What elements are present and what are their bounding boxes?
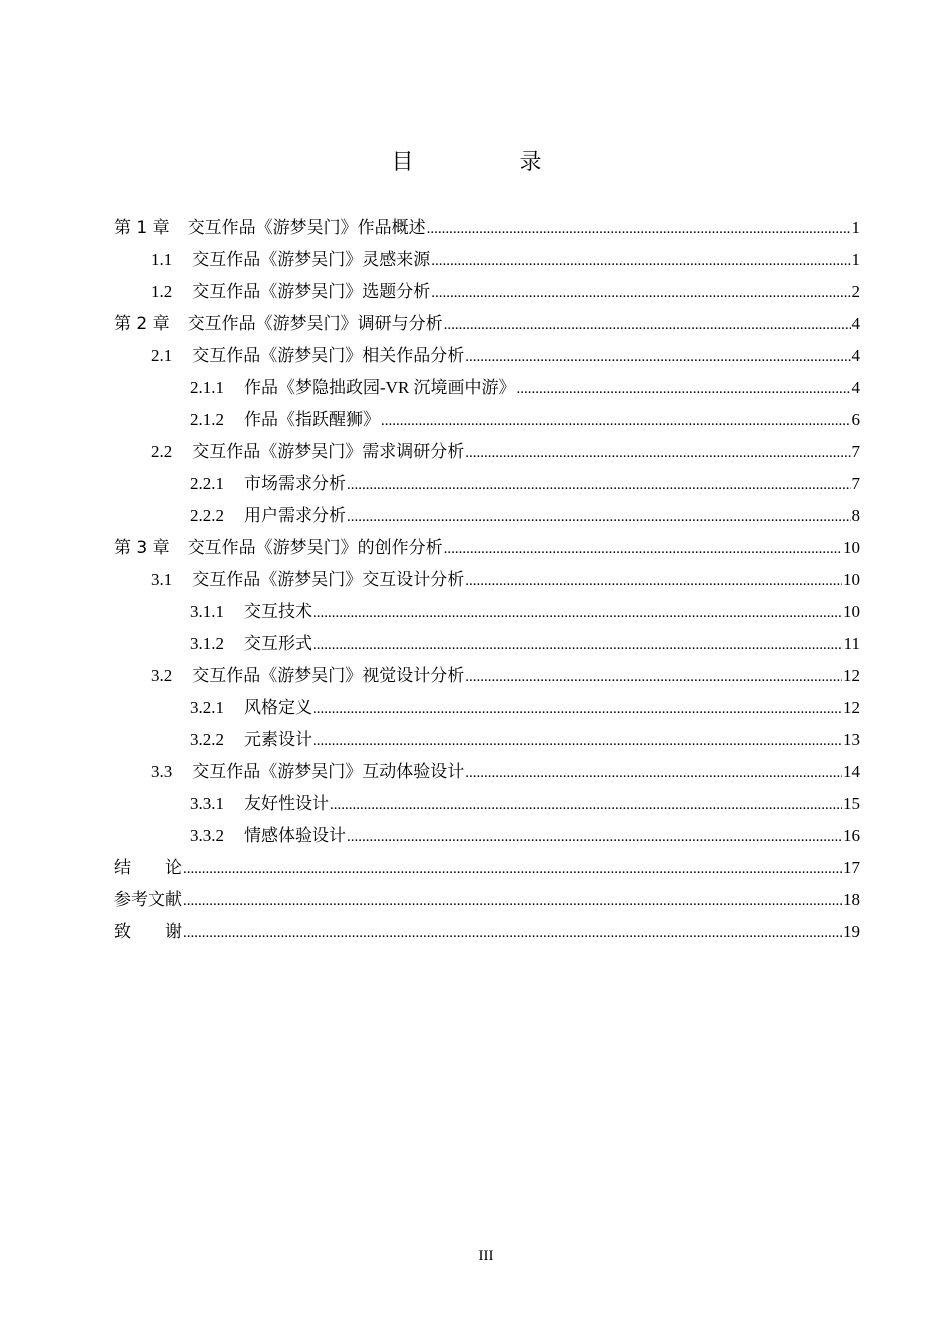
toc-entry-title: 致 谢 <box>114 922 182 942</box>
toc-entry-title: 友好性设计 <box>244 794 329 813</box>
toc-entry-number: 3.3.2 <box>190 826 224 845</box>
toc-leader-dots <box>313 725 842 757</box>
toc-leader-dots <box>431 277 850 309</box>
toc-entry-page: 10 <box>843 538 860 557</box>
toc-entry-page: 15 <box>843 794 860 813</box>
toc-leader-dots <box>465 757 842 789</box>
toc-entry[interactable] <box>114 756 860 788</box>
toc-leader-dots <box>313 597 842 629</box>
toc-entry-title: 交互作品《游梦吴门》选题分析 <box>192 282 431 301</box>
toc-entry-title: 用户需求分析 <box>244 506 346 525</box>
toc-entry-page: 14 <box>843 762 860 781</box>
toc-entry-page: 10 <box>843 570 860 589</box>
toc-entry-title: 交互技术 <box>244 602 312 621</box>
toc-entry[interactable] <box>114 820 860 852</box>
toc-entry-page: 12 <box>843 666 860 685</box>
toc-entry-title: 交互形式 <box>244 634 312 653</box>
toc-entry-number: 3.2.1 <box>190 698 224 717</box>
toc-entry[interactable] <box>114 596 860 628</box>
toc-leader-dots <box>444 309 851 341</box>
toc-entry[interactable] <box>114 628 860 660</box>
toc-leader-dots <box>517 373 851 405</box>
toc-entry[interactable] <box>114 340 860 372</box>
toc-leader-dots <box>347 469 851 501</box>
toc-leader-dots <box>427 213 851 245</box>
toc-entry[interactable] <box>114 244 860 276</box>
toc-leader-dots <box>431 245 850 277</box>
toc-leader-dots <box>465 565 842 597</box>
toc-leader-dots <box>330 789 842 821</box>
toc-leader-dots <box>347 821 842 853</box>
toc-entry-title: 交互作品《游梦吴门》的创作分析 <box>187 538 443 558</box>
toc-entry-number: 3.1.2 <box>190 634 224 653</box>
toc-entry-page: 10 <box>843 602 860 621</box>
toc-entry-title: 交互作品《游梦吴门》交互设计分析 <box>192 570 465 589</box>
toc-entry[interactable] <box>114 468 860 500</box>
toc-entry[interactable] <box>114 564 860 596</box>
toc-leader-dots <box>465 437 850 469</box>
toc-entry[interactable] <box>114 308 860 340</box>
toc-entry-title: 风格定义 <box>244 698 312 717</box>
toc-entry-page: 19 <box>843 922 860 941</box>
page-number: III <box>478 1248 494 1264</box>
toc-entry-page: 1 <box>851 250 860 269</box>
toc-entry-page: 13 <box>843 730 860 749</box>
toc-entry-page: 12 <box>843 698 860 717</box>
toc-entry-title: 交互作品《游梦吴门》灵感来源 <box>192 250 431 269</box>
toc-entry[interactable] <box>114 532 860 564</box>
toc-entry[interactable] <box>114 660 860 692</box>
toc-entry[interactable] <box>114 724 860 756</box>
toc-entry-page: 4 <box>851 346 860 365</box>
toc-leader-dots <box>183 917 842 949</box>
toc-entry-page: 6 <box>851 410 860 429</box>
toc-leader-dots <box>183 853 842 885</box>
toc-leader-dots <box>313 629 843 661</box>
toc-entry-title: 交互作品《游梦吴门》相关作品分析 <box>192 346 465 365</box>
toc-entry-number: 2.1 <box>151 346 173 365</box>
toc-entry[interactable] <box>114 788 860 820</box>
toc-entry[interactable] <box>114 276 860 308</box>
toc-entry-number: 2.1.2 <box>190 410 224 429</box>
toc-leader-dots <box>347 501 851 533</box>
page-title: 目 录 <box>391 150 584 175</box>
toc-entry[interactable] <box>114 212 860 244</box>
toc-leader-dots <box>183 885 842 917</box>
toc-entry-number: 2.2 <box>151 442 173 461</box>
toc-entry-number: 2.1.1 <box>190 378 224 397</box>
toc-leader-dots <box>465 661 842 693</box>
toc-entry-title: 交互作品《游梦吴门》视觉设计分析 <box>192 666 465 685</box>
toc-entry-number: 第 3 章 <box>114 538 170 558</box>
toc-entry-number: 1.1 <box>151 250 173 269</box>
toc-entry[interactable] <box>114 692 860 724</box>
toc-entry-title: 结 论 <box>114 858 182 878</box>
toc-entry-title: 元素设计 <box>244 730 312 749</box>
toc-entry-title: 交互作品《游梦吴门》调研与分析 <box>187 314 443 334</box>
toc-entry-page: 18 <box>843 890 860 909</box>
toc-entry-number: 2.2.1 <box>190 474 224 493</box>
toc-entry-page: 16 <box>843 826 860 845</box>
toc-entry[interactable] <box>114 404 860 436</box>
toc-entry-title: 交互作品《游梦吴门》作品概述 <box>187 218 426 238</box>
toc-leader-dots <box>444 533 842 565</box>
toc-entry-page: 11 <box>843 634 860 653</box>
toc-entry-number: 2.2.2 <box>190 506 224 525</box>
toc-entry-page: 1 <box>851 218 860 237</box>
toc-entry-number: 3.3.1 <box>190 794 224 813</box>
toc-entry-page: 4 <box>851 378 860 397</box>
toc-entry-title: 作品《梦隐拙政园-VR 沉境画中游》 <box>244 378 516 397</box>
toc-entry-number: 3.1.1 <box>190 602 224 621</box>
toc-entry-page: 7 <box>851 442 860 461</box>
toc-entry-number: 第 2 章 <box>114 314 170 334</box>
toc-entry-title: 交互作品《游梦吴门》需求调研分析 <box>192 442 465 461</box>
toc-entry[interactable] <box>114 884 860 916</box>
toc-entry[interactable] <box>114 372 860 404</box>
toc-entry-title: 参考文献 <box>114 890 182 910</box>
toc-leader-dots <box>465 341 850 373</box>
toc-leader-dots <box>381 405 851 437</box>
toc-leader-dots <box>313 693 842 725</box>
toc-entry-title: 作品《指跃醒狮》 <box>244 410 380 429</box>
toc-entry-page: 7 <box>851 474 860 493</box>
toc-entry[interactable] <box>114 852 860 884</box>
toc-entry[interactable] <box>114 916 860 948</box>
toc-entry-number: 1.2 <box>151 282 173 301</box>
table-of-contents <box>114 212 860 948</box>
toc-entry-number: 3.2 <box>151 666 173 685</box>
toc-entry[interactable] <box>114 436 860 468</box>
toc-entry-number: 3.1 <box>151 570 173 589</box>
toc-entry-number: 3.2.2 <box>190 730 224 749</box>
toc-entry-page: 8 <box>851 506 860 525</box>
toc-entry-title: 交互作品《游梦吴门》互动体验设计 <box>192 762 465 781</box>
toc-entry-page: 17 <box>843 858 860 877</box>
toc-entry-page: 2 <box>851 282 860 301</box>
toc-entry-page: 4 <box>851 314 860 333</box>
toc-entry-number: 3.3 <box>151 762 173 781</box>
toc-entry-title: 市场需求分析 <box>244 474 346 493</box>
toc-entry[interactable] <box>114 500 860 532</box>
toc-entry-number: 第 1 章 <box>114 218 170 238</box>
toc-entry-title: 情感体验设计 <box>244 826 346 845</box>
